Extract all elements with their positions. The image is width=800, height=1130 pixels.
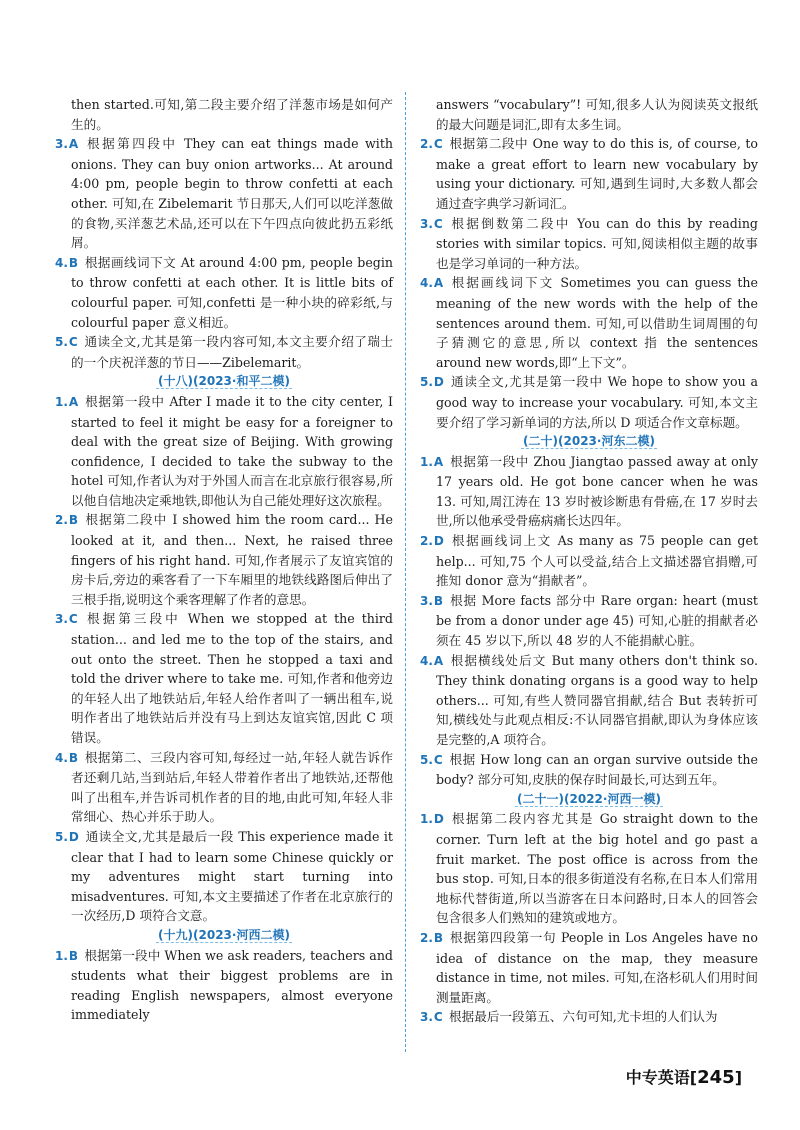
answer-item (55, 253, 393, 332)
question-number: 1. (55, 394, 68, 409)
answer-letter: C (433, 752, 443, 767)
explanation-text: 通读全文,尤其是第一段内容可知,本文主要介绍了瑞士的一个庆祝洋葱的节日——Zibelemarit。 (71, 334, 393, 370)
answer-key (420, 534, 444, 548)
answer-letter: B (433, 593, 444, 608)
answer-letter: D (433, 534, 444, 549)
answer-key (420, 217, 443, 231)
explanation-text: 根据画线词下文 Sometimes you can guess the meaning of the new words with the help of the sentences around them. 可知,可以借助生词周围的句子猜测它的意思,所以 context 指 the sentences around new words,即“上下文”。 (436, 275, 758, 370)
answer-key (420, 654, 443, 668)
answer-letter: B (68, 750, 79, 765)
explanation-text: 根据第一段中 Zhou Jiangtao passed away at only 17 years old. He got bone cancer when he was 13. 可知,周江涛在 13 岁时被诊断患有骨癌,在 17 岁时去世,所以他承受骨癌病痛长达四年。 (436, 453, 758, 529)
answer-item (55, 134, 393, 253)
section-heading (420, 432, 758, 452)
right-column (420, 95, 758, 1028)
answer-key (55, 612, 78, 626)
explanation-text: 根据第二、三段内容可知,每经过一站,年轻人就告诉作者还剩几站,当到站后,年轻人带着作者出了地铁站,还帮他叫了出租车,并告诉司机作者的目的地,由此可知,年轻人非常细心、热心并乐于助人。 (71, 749, 393, 825)
question-number: 4. (55, 255, 68, 270)
section-heading-text: (二十一)(2022·河西一模) (517, 791, 661, 806)
answer-item (55, 332, 393, 372)
answer-key (420, 753, 443, 767)
question-number: 3. (55, 137, 68, 152)
page-number: 245 (697, 1067, 735, 1088)
explanation-text: 通读全文,尤其是最后一段 This experience made it clear that I had to learn some Chinese quickly or my adventures might start turning into misadventures. 可知,本文主要描述了作者在北京旅行的一次经历,D 项符合文意。 (71, 828, 393, 924)
explanation-text: 根据 More facts 部分中 Rare organ: heart (must be from a donor under age 45) 可知,心脏的捐献者必须在 45 岁以下,所以 48 岁的人不能捐献心脏。 (436, 592, 758, 649)
answer-letter: D (433, 812, 444, 827)
question-number: 3. (420, 1010, 433, 1025)
answer-item (420, 809, 758, 928)
question-number: 1. (55, 948, 68, 963)
question-number: 2. (420, 137, 433, 152)
explanation-text: 根据第一段中 After I made it to the city center, I started to feel it might be easy for a foreigner to deal with the great size of Beijing. With growing confidence, I decided to take the subway to the hotel 可知,作者认为对于外国人而言在北京旅行很容易,所以他自信地决定乘地铁,即他认为自己能处理好这次旅程。 (71, 393, 393, 508)
question-number: 1. (420, 812, 433, 827)
answer-item (420, 1007, 758, 1028)
answer-letter: A (433, 653, 444, 668)
page-footer (626, 1065, 742, 1088)
page-number-open: [ (689, 1068, 698, 1087)
answer-item (420, 750, 758, 790)
section-heading-text: (十八)(2023·和平二模) (158, 374, 290, 389)
explanation-text: 根据第二段中 I showed him the room card... He looked at it, and then... Next, he raised three fingers of his right hand. 可知,作者展示了友谊宾馆的房卡后,旁边的乘客看了一下车厢里的地铁线路图后伸出了三根手指,说明这个乘客理解了作者的意思。 (71, 512, 393, 607)
question-number: 5. (420, 375, 433, 390)
question-number: 5. (55, 335, 68, 350)
question-number: 2. (55, 513, 68, 528)
question-number: 3. (55, 612, 68, 627)
answer-item (420, 928, 758, 1007)
question-number: 3. (420, 593, 433, 608)
answer-item (420, 452, 758, 531)
answer-key (55, 949, 78, 963)
explanation-text: 根据最后一段第五、六句可知,尤卡坦的人们认为 (449, 1009, 718, 1025)
answer-letter: D (433, 375, 444, 390)
answer-key (55, 137, 78, 151)
question-number: 4. (420, 276, 433, 291)
answer-letter: A (68, 137, 79, 152)
explanation-text: 根据第四段第一句 People in Los Angeles have no idea of distance on the map, they measure distance in time, not miles. 可知,在洛杉矶人们用时间测量距离。 (436, 929, 758, 1005)
answer-key (55, 335, 78, 349)
answer-key (420, 137, 443, 151)
answer-key (55, 830, 79, 844)
question-number: 5. (420, 752, 433, 767)
answer-letter: B (68, 255, 79, 270)
column-divider (405, 92, 406, 1052)
answer-item (420, 651, 758, 750)
answer-item (420, 372, 758, 432)
section-heading-text: (十九)(2023·河西二模) (158, 927, 290, 942)
section-heading (55, 926, 393, 946)
section-heading-text: (二十)(2023·河东二模) (523, 434, 655, 449)
answer-letter: A (433, 276, 444, 291)
left-column (55, 95, 393, 1025)
question-number: 1. (420, 454, 433, 469)
answer-key (55, 256, 78, 270)
answer-item (55, 510, 393, 609)
explanation-text: 根据画线词下文 At around 4:00 pm, people begin to throw confetti at each other. It is little bits of colourful paper. 可知,confetti 是一种小块的碎彩纸,与 colourful paper 意义相近。 (71, 254, 393, 330)
answer-letter: C (433, 137, 443, 152)
answer-letter: A (433, 454, 444, 469)
question-number: 4. (420, 653, 433, 668)
question-number: 2. (420, 930, 433, 945)
answer-letter: C (68, 335, 78, 350)
answer-item (55, 827, 393, 926)
answer-key (420, 931, 443, 945)
explanation-text: 根据横线处后文 But many others don't think so. They think donating organs is a good way to help others... 可知,有些人赞同器官捐献,结合 But 表转折可知,横线处与此观点相反:不认同器官捐献,即认为身体应该是完整的,A 项符合。 (436, 652, 758, 747)
answer-key (420, 276, 443, 290)
answer-continuation: answers “vocabulary”! 可知,很多人认为阅读英文报纸的最大问题是词汇,即有太多生词。 (436, 97, 758, 132)
answer-letter: B (68, 513, 79, 528)
answer-item (420, 134, 758, 213)
answer-key (55, 395, 78, 409)
answer-key (420, 375, 444, 389)
answer-item (55, 609, 393, 747)
answer-letter: D (68, 829, 79, 844)
question-number: 2. (420, 534, 433, 549)
answer-item (420, 273, 758, 372)
answer-continuation: then started.可知,第二段主要介绍了洋葱市场是如何产生的。 (71, 97, 393, 132)
footer-subject: 中专英语 (625, 1068, 690, 1087)
question-number: 4. (55, 750, 68, 765)
explanation-text: 根据倒数第二段中 You can do this by reading stories with similar topics. 可知,阅读相似主题的故事也是学习单词的一种方法。 (436, 215, 758, 271)
explanation-text: 根据画线词上文 As many as 75 people can get help... 可知,75 个人可以受益,结合上文描述器官捐赠,可推知 donor 意为“捐献者”。 (436, 533, 758, 589)
answer-letter: C (433, 1010, 443, 1025)
explanation-text: 根据 How long can an organ survive outside the body? 部分可知,皮肤的保存时间最长,可达到五年。 (436, 751, 758, 788)
question-number: 3. (420, 216, 433, 231)
answer-key (420, 455, 443, 469)
answer-item (420, 531, 758, 591)
answer-key (420, 812, 444, 826)
question-number: 5. (55, 829, 68, 844)
answer-letter: B (68, 948, 79, 963)
answer-item (420, 214, 758, 274)
answer-item (420, 591, 758, 651)
answer-item (55, 392, 393, 511)
explanation-text: 根据第一段中 When we ask readers, teachers and students what their biggest problems are in reading English newspapers, almost everyone immediately (71, 947, 393, 1023)
explanation-text: 通读全文,尤其是第一段中 We hope to show you a good way to increase your vocabulary. 可知,本文主要介绍了学习新单词的方法,所以 D 项适合作文章标题。 (436, 374, 758, 430)
answer-key (55, 513, 78, 527)
explanation-text: 根据第二段中 One way to do this is, of course, to make a great effort to learn new vocabulary by using your dictionary. 可知,遇到生词时,大多数人都会通过查字典学习新词汇。 (436, 136, 758, 211)
section-heading (420, 790, 758, 810)
answer-key (55, 751, 78, 765)
explanation-text: 根据第三段中 When we stopped at the third station... and led me to the top of the stairs, and out onto the street. Then he stopped a taxi and told the driver where to take me. 可知,作者和他旁边的年轻人出了地铁站后,年轻人给作者叫了一辆出租车,说明作者出了地铁站后并没有马上到达友谊宾馆,因此 C 项错误。 (71, 611, 393, 745)
answer-item (55, 748, 393, 827)
answer-letter: C (68, 612, 78, 627)
answer-letter: B (433, 930, 444, 945)
answer-item (55, 946, 393, 1025)
section-heading (55, 372, 393, 392)
answer-letter: A (68, 394, 79, 409)
page-number-close: ] (734, 1068, 742, 1087)
explanation-text: 根据第二段内容尤其是 Go straight down to the corner. Turn left at the big hotel and go past a fruit market. The post office is across from the bus stop. 可知,日本的很多街道没有名称,在日本人们常用地标代替街道,所以当游客在日本问路时,日本人的回答会包含很多人们熟知的建筑或地方。 (436, 811, 758, 926)
answer-key (420, 1010, 443, 1024)
answer-letter: C (433, 216, 443, 231)
answer-key (420, 594, 443, 608)
explanation-text: 根据第四段中 They can eat things made with onions. They can buy onion artworks... At around 4:00 pm, people begin to throw confetti at each other. 可知,在 Zibelemarit 节日那天,人们可以吃洋葱做的食物,买洋葱艺术品,还可以在下午四点向彼此扔五彩纸屑。 (71, 136, 393, 251)
